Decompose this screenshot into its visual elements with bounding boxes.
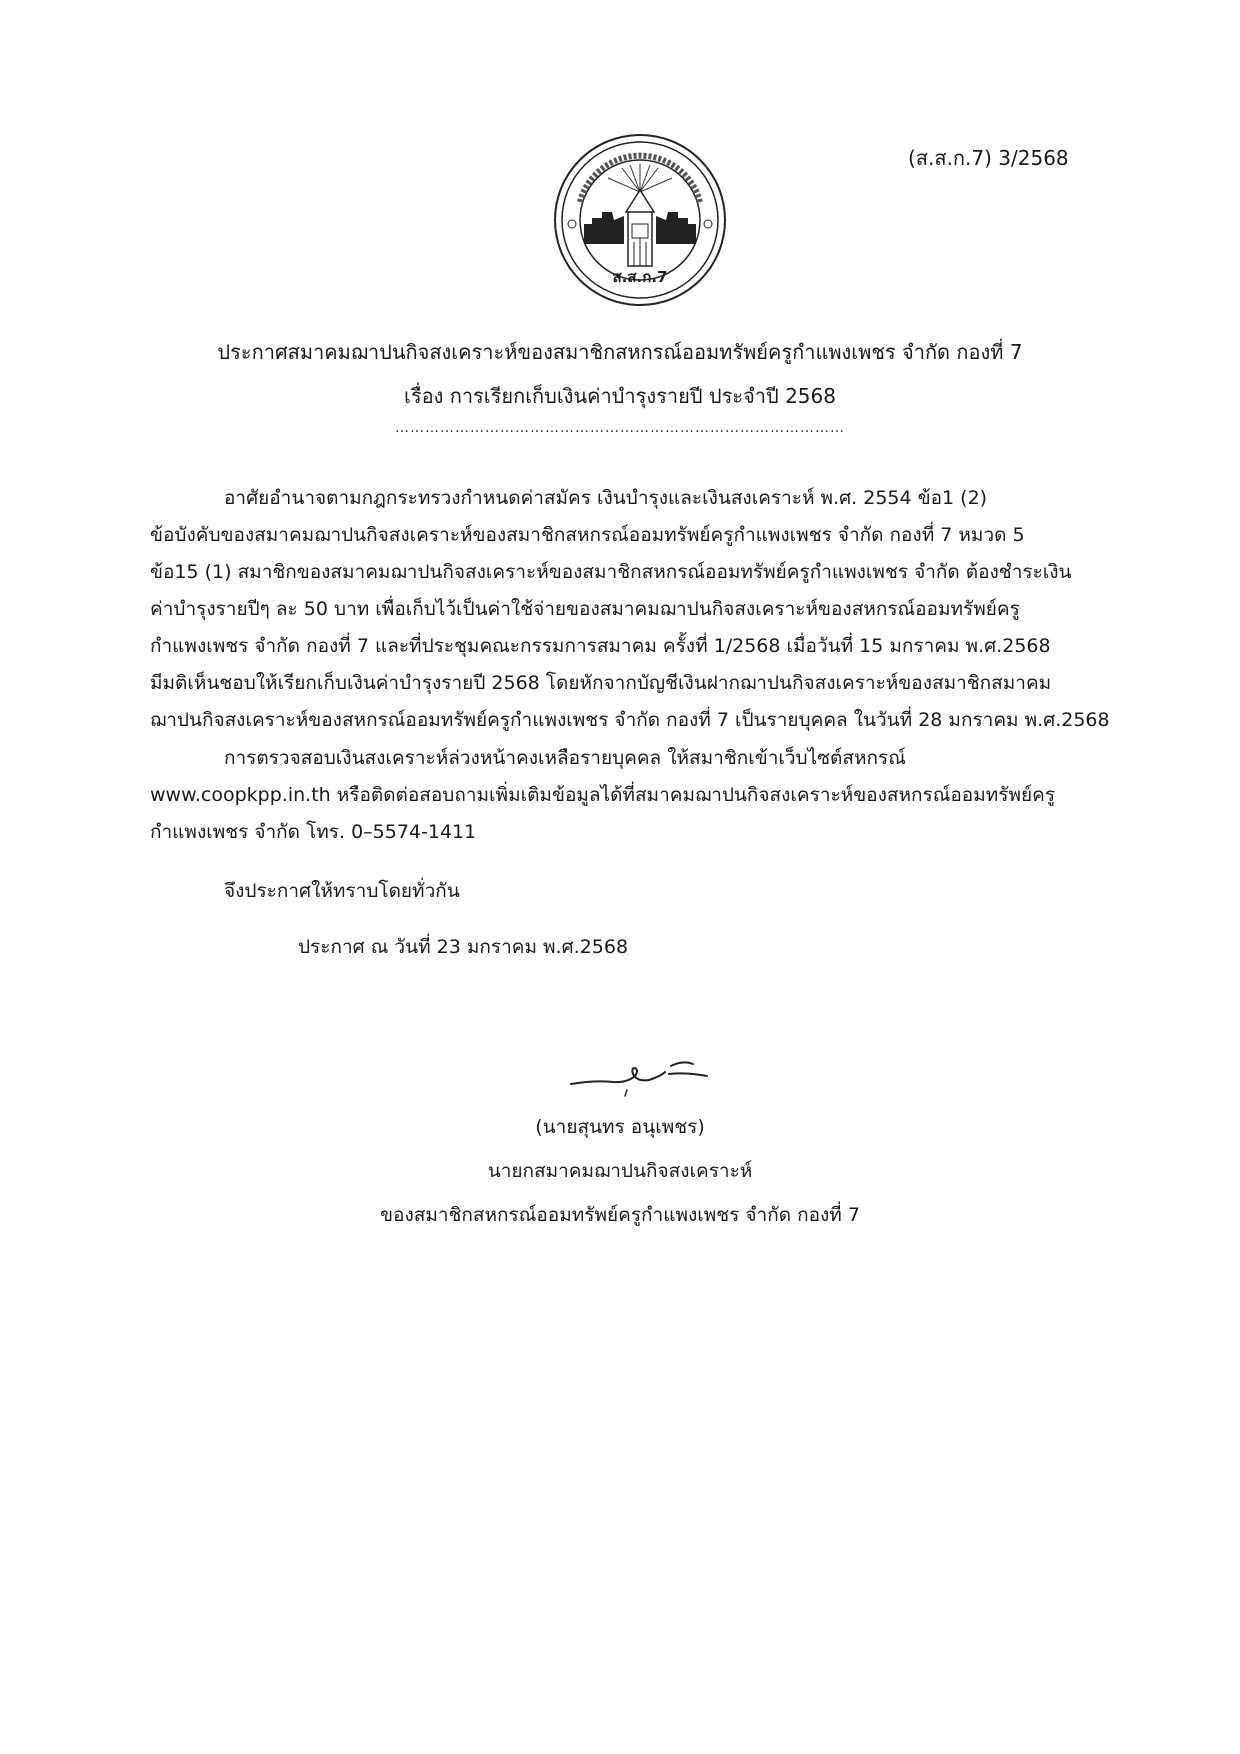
svg-text:ส.ส.ก.7: ส.ส.ก.7 [612,268,668,286]
paragraph-line: มีมติเห็นชอบให้เรียกเก็บเงินค่าบำรุงรายปี 2568 โดยหักจากบัญชีเงินฝากฌาปนกิจสงเคราะห์ของสมาชิกสมาคม [150,672,1052,694]
document-number: (ส.ส.ก.7) 3/2568 [908,146,1069,170]
paragraph-line: ข้อ15 (1) สมาชิกของสมาคมฌาปนกิจสงเคราะห์ของสมาชิกสหกรณ์ออมทรัพย์ครูกำแพงเพชร จำกัด ต้องชำระเงิน [150,561,1072,583]
announcement-date: ประกาศ ณ วันที่ 23 มกราคม พ.ศ.2568 [298,936,629,958]
signatory-organization: ของสมาชิกสหกรณ์ออมทรัพย์ครูกำแพงเพชร จำกัด กองที่ 7 [380,1204,860,1226]
paragraph-line: การตรวจสอบเงินสงเคราะห์ล่วงหน้าคงเหลือรายบุคคล ให้สมาชิกเข้าเว็บไซต์สหกรณ์ [224,747,906,769]
paragraph-line: กำแพงเพชร จำกัด กองที่ 7 และที่ประชุมคณะกรรมการสมาคม ครั้งที่ 1/2568 เมื่อวันที่ 15 มกราคม พ.ศ.2568 [150,635,1051,657]
paragraph-line: ค่าบำรุงรายปีๆ ละ 50 บาท เพื่อเก็บไว้เป็นค่าใช้จ่ายของสมาคมฌาปนกิจสงเคราะห์ของสหกรณ์ออมทรัพย์ครู [150,598,1020,620]
paragraph-line: ฌาปนกิจสงเคราะห์ของสหกรณ์ออมทรัพย์ครูกำแพงเพชร จำกัด กองที่ 7 เป็นรายบุคคล ในวันที่ 28 มกราคม พ.ศ.2568 [150,709,1110,731]
paragraph-line-website: www.coopkpp.in.th หรือติดต่อสอบถามเพิ่มเติมข้อมูลได้ที่สมาคมฌาปนกิจสงเคราะห์ของสหกรณ์ออมทรัพย์ครู [150,784,1056,806]
body-paragraph-2 [150,740,1150,851]
handwritten-signature-icon [565,1050,715,1100]
body-paragraph-1 [150,480,1150,739]
signatory-position: นายกสมาคมฌาปนกิจสงเคราะห์ [487,1160,753,1182]
closing-statement: จึงประกาศให้ทราบโดยทั่วกัน [224,880,460,902]
paragraph-line: กำแพงเพชร จำกัด โทร. 0–5574-1411 [150,821,477,843]
paragraph-line: อาศัยอำนาจตามกฎกระทรวงกำหนดค่าสมัคร เงินบำรุงและเงินสงเคราะห์ พ.ศ. 2554 ข้อ1 (2) [224,487,988,509]
signatory-name: (นายสุนทร อนุเพชร) [535,1116,705,1138]
announcement-subject: เรื่อง การเรียกเก็บเงินค่าบำรุงรายปี ประจำปี 2568 [404,384,836,408]
announcement-title: ประกาศสมาคมฌาปนกิจสงเคราะห์ของสมาชิกสหกรณ์ออมทรัพย์ครูกำแพงเพชร จำกัด กองที่ 7 [217,340,1023,364]
title-separator: ……………………………………………………………………………… [395,420,845,436]
association-seal-icon [552,132,728,308]
paragraph-line: ข้อบังคับของสมาคมฌาปนกิจสงเคราะห์ของสมาชิกสหกรณ์ออมทรัพย์ครูกำแพงเพชร จำกัด กองที่ 7 หมวด 5 [150,524,1025,546]
